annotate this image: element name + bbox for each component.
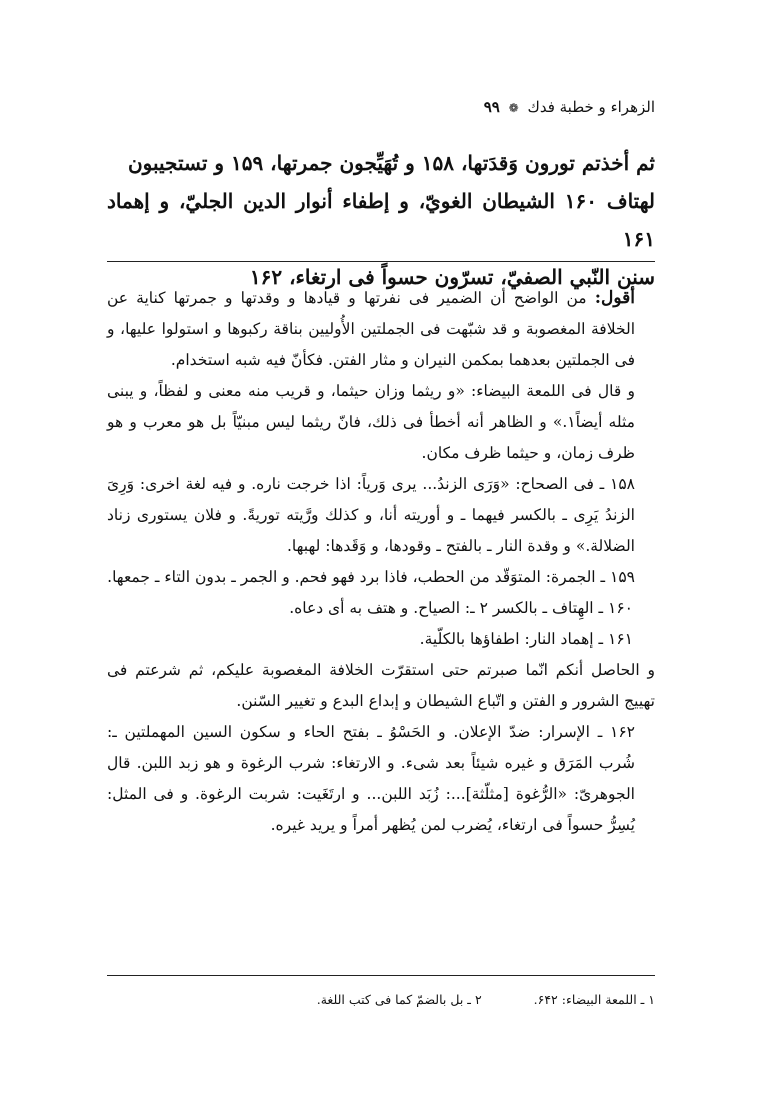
divider-footnotes bbox=[107, 975, 655, 976]
note-160: ۱۶۰ ـ الهِتاف ـ بالكسر ۲ ـ: الصياح. و هتف به أی دعاه. bbox=[289, 599, 633, 617]
footnote-2: ۲ ـ بل بالضمّ كما فی كتب اللغة. bbox=[316, 992, 482, 1007]
quote-line: سنن النّبي الصفيّ، تسرّون حسواً فی ارتغاء، ۱۶۲ bbox=[249, 265, 655, 289]
divider-top bbox=[107, 261, 655, 262]
paragraph-lum-a: و قال فی اللمعة البيضاء: «و ريثما وزان حيثما، و قريب منه معنی و لفظاً، و يبنی مثله أيضاً۱.» و الظاهر أنه أخطأ فی ذلك، فانّ ريثما ليس مبنيّاً بل هو معرب و هو ظرف زمان، و حيثما ظرف مكان. bbox=[107, 382, 635, 462]
running-header bbox=[484, 98, 655, 116]
note-158: ۱۵۸ ـ فی الصحاح: «وَرَی الزندُ... يری وَرياً: اذا خرجت ناره. و فيه لغة اخری: وَرِیَ الزندُ يَرِی ـ بالكسر فيهما ـ و أوريته أنا، و كذلك ورَّيته توريةً. و فلان يستوری زناد الضلالة.» و وقدة النار ـ بالفتح ـ وقودها، و وَقَدها: لهبها. bbox=[107, 475, 635, 555]
footnotes bbox=[107, 992, 655, 1007]
lead-word: أقول: bbox=[594, 288, 635, 308]
footnote-1: ۱ ـ اللمعة البيضاء: ۶۴۲. bbox=[533, 992, 655, 1007]
paragraph-summary: و الحاصل أنكم انّما صبرتم حتی استقرّت الخلافة المغصوبة عليكم، ثم شرعتم فی تهييج الشرور و الفتن و اتّباع الشيطان و إبداع البدع و تغيير السّنن. bbox=[107, 661, 655, 710]
flower-separator-icon: ❁ bbox=[508, 101, 519, 115]
commentary-body bbox=[107, 283, 655, 841]
quote-line: ثم أخذتم تورون وَقدَتها، ۱۵۸ و تُهَيِّجون جمرتها، ۱۵۹ و تستجيبون bbox=[127, 151, 655, 175]
paragraph-commentary bbox=[107, 283, 655, 376]
note-159: ۱۵۹ ـ الجمرة: المتوَقّد من الحطب، فاذا برد فهو فحم. و الجمر ـ بدون التاء ـ جمعها. bbox=[107, 568, 635, 586]
note-162: ۱۶۲ ـ الإسرار: ضدّ الإعلان. و الحَسْوُ ـ بفتح الحاء و سكون السين المهملتين ـ: شُرب المَرَق و غيره شيئاً بعد شیء. و الارتغاء: شرب الرغوة و هو زبد اللبن. قال الجوهریّ: «الرُّغوة [مثلّثة]...: زُبَد اللبن... و ارتَغَيت: شربت الرغوة. و فی المثل: يُسِرُّ حسواً فی ارتغاء، يُضرب لمن يُظهر أمراً و يريد غيره. bbox=[107, 723, 635, 834]
quote-line: لهتاف ۱۶۰ الشيطان الغويّ، و إطفاء أنوار الدين الجليّ، و إهماد ۱۶۱ bbox=[107, 189, 656, 251]
page-number: ۹۹ bbox=[483, 98, 500, 116]
sermon-quote bbox=[107, 144, 655, 296]
header-title: الزهراء و خطبة فدك bbox=[527, 98, 655, 116]
note-161: ۱۶۱ ـ إهماد النار: اطفاؤها بالكلّية. bbox=[419, 630, 633, 648]
paragraph-text: من الواضح أن الضمير فی نفرتها و قيادها و وقدتها و جمرتها كناية عن الخلافة المغصوبة و قد شبّهت فی الجملتين الأُوليين بناقة ركبوها و استولوا عليها، و فی الجملتين بعدهما بمكمن النيران و مثار الفتن. فكأنّ فيه شبه استخدام. bbox=[107, 289, 635, 369]
